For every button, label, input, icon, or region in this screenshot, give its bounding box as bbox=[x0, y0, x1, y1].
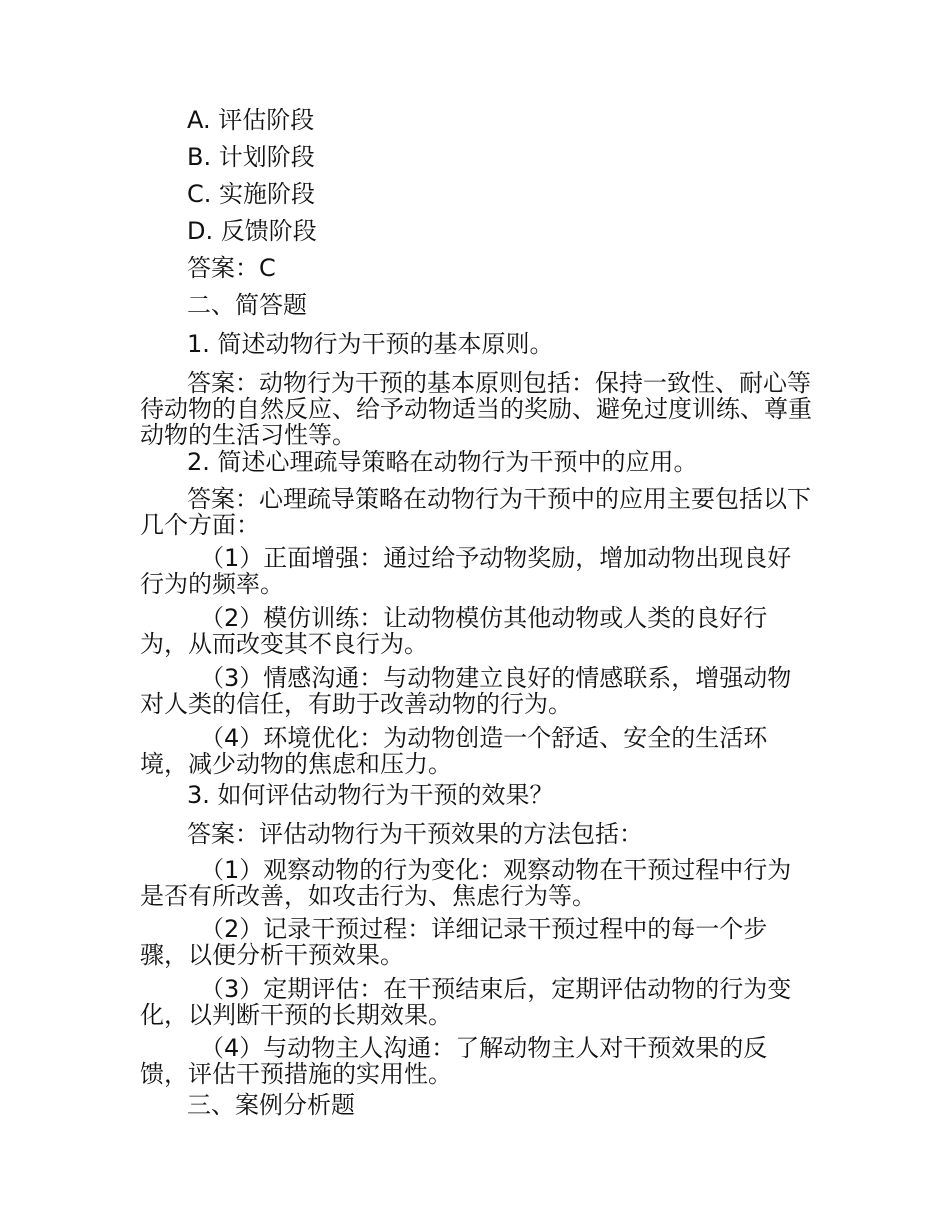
option-d: D. 反馈阶段 bbox=[187, 217, 317, 245]
option-a: A. 评估阶段 bbox=[187, 106, 315, 134]
question-1: 1. 简述动物行为干预的基本原则。 bbox=[187, 330, 554, 358]
answer-2-point-4: （4）环境优化：为动物创造一个舒适、安全的生活环境，减少动物的焦虑和压力。 bbox=[140, 724, 768, 778]
answer-2: 答案：心理疏导策略在动物行为干预中的应用主要包括以下几个方面： bbox=[140, 485, 811, 539]
answer-3-point-4: （4）与动物主人沟通：了解动物主人对干预效果的反馈，评估干预措施的实用性。 bbox=[140, 1034, 768, 1088]
answer-3-point-1: （1）观察动物的行为变化：观察动物在干预过程中行为是否有所改善，如攻击行为、焦虑行为等。 bbox=[140, 856, 792, 910]
option-b: B. 计划阶段 bbox=[187, 143, 315, 171]
answer-3: 答案：评估动物行为干预效果的方法包括： bbox=[187, 820, 643, 848]
answer-3-point-2: （2）记录干预过程：详细记录干预过程中的每一个步骤，以便分析干预效果。 bbox=[140, 915, 768, 969]
answer-3-point-3: （3）定期评估：在干预结束后，定期评估动物的行为变化，以判断干预的长期效果。 bbox=[140, 975, 792, 1029]
question-2: 2. 简述心理疏导策略在动物行为干预中的应用。 bbox=[187, 448, 698, 476]
multiple-choice-answer: 答案：C bbox=[187, 254, 276, 282]
section-title-case-analysis: 三、案例分析题 bbox=[187, 1091, 355, 1119]
answer-2-point-1: （1）正面增强：通过给予动物奖励，增加动物出现良好行为的频率。 bbox=[140, 544, 792, 598]
answer-2-point-2: （2）模仿训练：让动物模仿其他动物或人类的良好行为，从而改变其不良行为。 bbox=[140, 604, 768, 658]
answer-1: 答案：动物行为干预的基本原则包括：保持一致性、耐心等待动物的自然反应、给予动物适当的奖励、避免过度训练、尊重动物的生活习性等。 bbox=[140, 369, 812, 449]
option-c: C. 实施阶段 bbox=[187, 180, 316, 208]
answer-2-point-3: （3）情感沟通：与动物建立良好的情感联系，增强动物对人类的信任，有助于改善动物的行为。 bbox=[140, 664, 792, 718]
question-3: 3. 如何评估动物行为干预的效果？ bbox=[187, 781, 554, 809]
section-title-short-answer: 二、简答题 bbox=[187, 291, 307, 319]
